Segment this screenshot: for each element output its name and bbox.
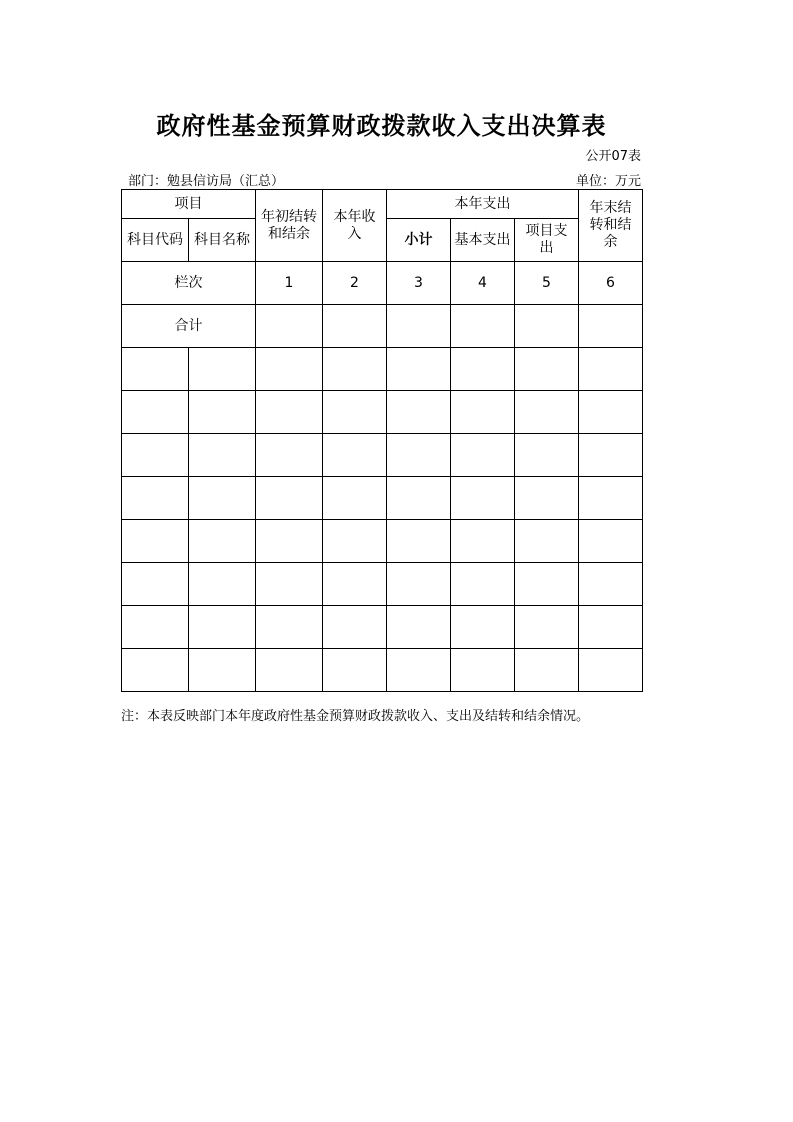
total-row [122,305,643,348]
table-cell [387,348,451,391]
table-cell [189,434,256,477]
table-cell [256,606,323,649]
table-row [122,606,643,649]
column-number: 6 [579,262,643,305]
table-cell [122,606,189,649]
table-cell [189,391,256,434]
table-cell [323,305,387,348]
table-cell [515,348,579,391]
table-cell [387,305,451,348]
table-cell [515,391,579,434]
header-subtotal: 小计 [387,219,451,262]
column-number: 3 [387,262,451,305]
table-row [122,434,643,477]
table-cell [189,563,256,606]
table-cell [323,606,387,649]
table-cell [256,477,323,520]
table-cell [451,563,515,606]
header-current-expense: 本年支出 [387,190,579,219]
table-cell [387,606,451,649]
table-cell [579,649,643,692]
column-number: 4 [451,262,515,305]
table-cell [579,348,643,391]
table-cell [451,477,515,520]
table-cell [256,305,323,348]
table-cell [387,434,451,477]
table-row [122,391,643,434]
table-cell [451,348,515,391]
table-cell [122,563,189,606]
header-closing-balance: 年末结转和结余 [579,190,643,262]
table-cell [122,391,189,434]
header-item: 项目 [122,190,256,219]
table-cell [451,649,515,692]
table-cell [256,391,323,434]
header-project-expense: 项目支出 [515,219,579,262]
table-cell [122,520,189,563]
table-cell [515,305,579,348]
table-cell [579,520,643,563]
header-row-1 [122,190,643,219]
table-cell [387,477,451,520]
table-cell [256,434,323,477]
table-cell [122,348,189,391]
unit-label: 单位：万元 [575,174,641,189]
table-cell [323,520,387,563]
table-cell [387,520,451,563]
table-cell [189,649,256,692]
header-opening-balance: 年初结转和结余 [256,190,323,262]
table-cell [515,563,579,606]
table-cell [122,434,189,477]
column-number-row [122,262,643,305]
table-row [122,477,643,520]
report-title: 政府性基金预算财政拨款收入支出决算表 [156,112,607,140]
table-cell [451,434,515,477]
table-cell [323,649,387,692]
table-cell [323,477,387,520]
table-cell [579,305,643,348]
column-number: 5 [515,262,579,305]
table-cell [122,649,189,692]
table-cell [189,520,256,563]
table-cell [256,649,323,692]
table-cell [189,348,256,391]
form-number: 公开07表 [585,149,641,164]
table-cell [515,606,579,649]
budget-table [121,189,643,692]
header-subject-name: 科目名称 [189,219,256,262]
table-cell [579,563,643,606]
table-row [122,563,643,606]
table-cell [387,563,451,606]
table-cell [451,305,515,348]
table-cell [189,477,256,520]
column-number: 2 [323,262,387,305]
table-cell [451,606,515,649]
column-number-label: 栏次 [122,262,256,305]
table-cell [579,391,643,434]
table-row [122,520,643,563]
table-cell [256,348,323,391]
header-basic-expense: 基本支出 [451,219,515,262]
header-subject-code: 科目代码 [122,219,189,262]
footnote: 注：本表反映部门本年度政府性基金预算财政拨款收入、支出及结转和结余情况。 [121,709,590,724]
table-cell [387,391,451,434]
table-cell [323,348,387,391]
table-cell [323,391,387,434]
table-row [122,348,643,391]
table-cell [515,649,579,692]
table-cell [579,606,643,649]
table-cell [579,434,643,477]
table-cell [189,606,256,649]
department-label: 部门：勉县信访局（汇总） [128,174,285,189]
table-cell [579,477,643,520]
table-cell [387,649,451,692]
table-cell [323,563,387,606]
column-number: 1 [256,262,323,305]
header-current-income: 本年收入 [323,190,387,262]
table-cell [451,520,515,563]
table-cell [256,563,323,606]
table-cell [515,520,579,563]
table-cell [256,520,323,563]
table-row [122,649,643,692]
table-cell [451,391,515,434]
total-label: 合计 [122,305,256,348]
table-cell [515,434,579,477]
table-cell [515,477,579,520]
table-cell [323,434,387,477]
table-cell [122,477,189,520]
